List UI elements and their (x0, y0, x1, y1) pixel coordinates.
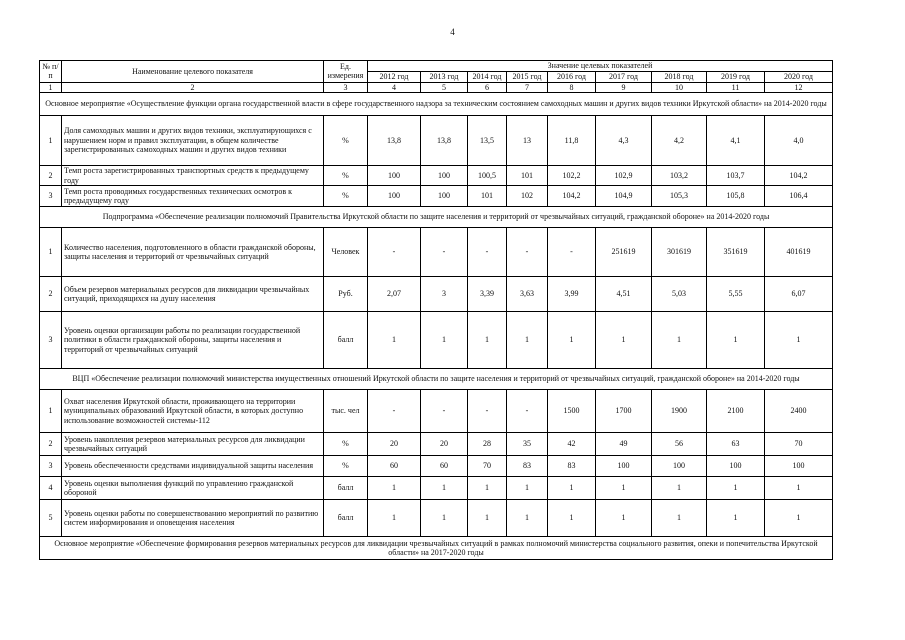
value-cell: 13 (507, 116, 548, 166)
value-cell: 49 (596, 433, 652, 456)
value-cell: - (468, 390, 507, 433)
value-cell: 251619 (596, 228, 652, 277)
value-cell: 102 (507, 186, 548, 207)
section-row (40, 537, 833, 560)
column-number: 6 (468, 82, 507, 93)
row-number: 4 (40, 477, 62, 500)
column-number: 3 (324, 82, 368, 93)
header-values: Значение целевых показателей (368, 61, 833, 72)
value-cell: 11,8 (548, 116, 596, 166)
header-year: 2015 год (507, 72, 548, 83)
unit-cell: % (324, 456, 368, 477)
indicator-name: Уровень оценки выполнения функций по управлению гражданской обороной (62, 477, 324, 500)
indicator-name: Уровень обеспеченности средствами индивидуальной защиты населения (62, 456, 324, 477)
value-cell: 1 (368, 477, 421, 500)
header-name: Наименование целевого показателя (62, 61, 324, 83)
value-cell: 4,3 (596, 116, 652, 166)
value-cell: 301619 (652, 228, 707, 277)
column-number: 11 (707, 82, 765, 93)
value-cell: 56 (652, 433, 707, 456)
value-cell: 100 (652, 456, 707, 477)
value-cell: 1 (707, 477, 765, 500)
table-row (40, 477, 833, 500)
indicator-name: Уровень оценки работы по совершенствованию мероприятий по развитию систем информирования и оповещения населения (62, 500, 324, 537)
value-cell: 1 (652, 312, 707, 369)
unit-cell: Человек (324, 228, 368, 277)
section-title: Основное мероприятие «Обеспечение формирования резервов материальных ресурсов для ликвидации чрезвычайных ситуаций в рамках полномочий министерства социального развития, опеки и попечительства Иркутской области» на 2017-2020 годы (40, 537, 833, 560)
row-number: 2 (40, 433, 62, 456)
header-num: № п/п (40, 61, 62, 83)
value-cell: 100 (421, 186, 468, 207)
header-year: 2019 год (707, 72, 765, 83)
section-row (40, 369, 833, 390)
header-year: 2012 год (368, 72, 421, 83)
value-cell: 5,03 (652, 277, 707, 312)
value-cell: 35 (507, 433, 548, 456)
value-cell: 1 (765, 477, 833, 500)
value-cell: 1 (707, 312, 765, 369)
value-cell: - (507, 228, 548, 277)
value-cell: 28 (468, 433, 507, 456)
indicator-name: Количество населения, подготовленного в области гражданской обороны, защиты населения и территорий от чрезвычайных ситуаций (62, 228, 324, 277)
value-cell: 3,39 (468, 277, 507, 312)
value-cell: 100,5 (468, 166, 507, 186)
value-cell: 102,9 (596, 166, 652, 186)
value-cell: 1 (596, 477, 652, 500)
page-number: 4 (450, 27, 455, 37)
value-cell: 1 (421, 477, 468, 500)
value-cell: 4,0 (765, 116, 833, 166)
value-cell: 70 (765, 433, 833, 456)
indicator-name: Объем резервов материальных ресурсов для ликвидации чрезвычайных ситуаций, приходящихся на душу населения (62, 277, 324, 312)
column-number: 7 (507, 82, 548, 93)
value-cell: - (507, 390, 548, 433)
value-cell: 100 (707, 456, 765, 477)
value-cell: 105,8 (707, 186, 765, 207)
row-number: 1 (40, 116, 62, 166)
header-unit: Ед. измерения (324, 61, 368, 83)
section-row (40, 93, 833, 116)
value-cell: 104,9 (596, 186, 652, 207)
value-cell: 4,2 (652, 116, 707, 166)
value-cell: 100 (368, 186, 421, 207)
header-row (40, 61, 833, 72)
header-year: 2018 год (652, 72, 707, 83)
value-cell: 1 (765, 312, 833, 369)
value-cell: 1 (507, 312, 548, 369)
row-number: 3 (40, 312, 62, 369)
column-numbers-row (40, 82, 833, 93)
value-cell: 60 (421, 456, 468, 477)
value-cell: 1 (507, 500, 548, 537)
value-cell: 4,1 (707, 116, 765, 166)
row-number: 2 (40, 166, 62, 186)
row-number: 1 (40, 390, 62, 433)
value-cell: 1 (765, 500, 833, 537)
section-title: Подпрограмма «Обеспечение реализации полномочий Правительства Иркутской области по защите населения и территорий от чрезвычайных ситуаций, гражданской обороне» на 2014-2020 годы (40, 207, 833, 228)
row-number: 3 (40, 186, 62, 207)
section-row (40, 207, 833, 228)
indicator-name: Темп роста проводимых государственных технических осмотров к предыдущему году (62, 186, 324, 207)
target-indicators-table (39, 60, 833, 560)
value-cell: 401619 (765, 228, 833, 277)
value-cell: 20 (368, 433, 421, 456)
header-year: 2017 год (596, 72, 652, 83)
unit-cell: % (324, 116, 368, 166)
value-cell: 13,8 (368, 116, 421, 166)
column-number: 1 (40, 82, 62, 93)
column-number: 2 (62, 82, 324, 93)
value-cell: 13,5 (468, 116, 507, 166)
value-cell: 6,07 (765, 277, 833, 312)
value-cell: 83 (548, 456, 596, 477)
indicator-name: Темп роста зарегистрированных транспортных средств к предыдущему году (62, 166, 324, 186)
value-cell: 1 (368, 500, 421, 537)
unit-cell: балл (324, 477, 368, 500)
value-cell: 100 (596, 456, 652, 477)
value-cell: 106,4 (765, 186, 833, 207)
header-year: 2020 год (765, 72, 833, 83)
value-cell: 1 (421, 500, 468, 537)
value-cell: 100 (368, 166, 421, 186)
table-row (40, 456, 833, 477)
value-cell: 102,2 (548, 166, 596, 186)
unit-cell: балл (324, 500, 368, 537)
value-cell: 1 (368, 312, 421, 369)
value-cell: 1 (652, 500, 707, 537)
value-cell: 70 (468, 456, 507, 477)
value-cell: 100 (421, 166, 468, 186)
table-row (40, 433, 833, 456)
value-cell: 3 (421, 277, 468, 312)
header-year: 2014 год (468, 72, 507, 83)
column-number: 12 (765, 82, 833, 93)
row-number: 1 (40, 228, 62, 277)
indicator-name: Уровень накопления резервов материальных ресурсов для ликвидации чрезвычайных ситуаций (62, 433, 324, 456)
column-number: 5 (421, 82, 468, 93)
row-number: 5 (40, 500, 62, 537)
value-cell: 104,2 (548, 186, 596, 207)
value-cell: 100 (765, 456, 833, 477)
value-cell: - (368, 228, 421, 277)
value-cell: 13,8 (421, 116, 468, 166)
value-cell: 1 (421, 312, 468, 369)
table-row (40, 390, 833, 433)
unit-cell: балл (324, 312, 368, 369)
table-row (40, 500, 833, 537)
value-cell: - (468, 228, 507, 277)
indicator-name: Доля самоходных машин и других видов техники, эксплуатирующихся с нарушением норм и правил эксплуатации, в общем количестве зарегистрированных самоходных машин и других видов техники (62, 116, 324, 166)
value-cell: - (548, 228, 596, 277)
value-cell: 2,07 (368, 277, 421, 312)
column-number: 8 (548, 82, 596, 93)
value-cell: 2100 (707, 390, 765, 433)
table-row (40, 312, 833, 369)
value-cell: 1 (468, 477, 507, 500)
value-cell: 1 (507, 477, 548, 500)
value-cell: - (421, 228, 468, 277)
value-cell: 42 (548, 433, 596, 456)
value-cell: 101 (468, 186, 507, 207)
value-cell: 1 (548, 312, 596, 369)
value-cell: 1500 (548, 390, 596, 433)
value-cell: 104,2 (765, 166, 833, 186)
section-title: ВЦП «Обеспечение реализации полномочий министерства имущественных отношений Иркутской области по защите населения и территорий от чрезвычайных ситуаций, гражданской обороне» на 2014-2020 годы (40, 369, 833, 390)
unit-cell: % (324, 433, 368, 456)
value-cell: 63 (707, 433, 765, 456)
value-cell: 105,3 (652, 186, 707, 207)
value-cell: - (421, 390, 468, 433)
indicator-name: Охват населения Иркутской области, проживающего на территории муниципальных образований Иркутской области, в которых доступно использование возможностей системы-112 (62, 390, 324, 433)
column-number: 9 (596, 82, 652, 93)
value-cell: 5,55 (707, 277, 765, 312)
value-cell: 4,51 (596, 277, 652, 312)
unit-cell: % (324, 186, 368, 207)
value-cell: 60 (368, 456, 421, 477)
header-year: 2016 год (548, 72, 596, 83)
value-cell: 103,2 (652, 166, 707, 186)
row-number: 2 (40, 277, 62, 312)
value-cell: 1 (548, 500, 596, 537)
value-cell: 1900 (652, 390, 707, 433)
value-cell: 83 (507, 456, 548, 477)
table-row (40, 228, 833, 277)
value-cell: 101 (507, 166, 548, 186)
value-cell: 1 (468, 312, 507, 369)
table-row (40, 277, 833, 312)
table-row (40, 116, 833, 166)
indicator-name: Уровень оценки организации работы по реализации государственной политики в области гражданской обороны, защиты населения и территорий от чрезвычайных ситуаций (62, 312, 324, 369)
header-year: 2013 год (421, 72, 468, 83)
value-cell: 351619 (707, 228, 765, 277)
section-title: Основное мероприятие «Осуществление функции органа государственной власти в сфере государственного надзора за техническим состоянием самоходных машин и других видов техники Иркутской области» на 2014-2020 годы (40, 93, 833, 116)
value-cell: 103,7 (707, 166, 765, 186)
row-number: 3 (40, 456, 62, 477)
value-cell: 20 (421, 433, 468, 456)
value-cell: 3,63 (507, 277, 548, 312)
column-number: 10 (652, 82, 707, 93)
value-cell: 1 (596, 312, 652, 369)
unit-cell: тыс. чел (324, 390, 368, 433)
value-cell: 1700 (596, 390, 652, 433)
column-number: 4 (368, 82, 421, 93)
value-cell: 1 (548, 477, 596, 500)
table-row (40, 186, 833, 207)
value-cell: 1 (707, 500, 765, 537)
value-cell: 1 (468, 500, 507, 537)
value-cell: 1 (596, 500, 652, 537)
value-cell: 3,99 (548, 277, 596, 312)
value-cell: 2400 (765, 390, 833, 433)
table-row (40, 166, 833, 186)
value-cell: 1 (652, 477, 707, 500)
unit-cell: % (324, 166, 368, 186)
value-cell: - (368, 390, 421, 433)
unit-cell: Руб. (324, 277, 368, 312)
